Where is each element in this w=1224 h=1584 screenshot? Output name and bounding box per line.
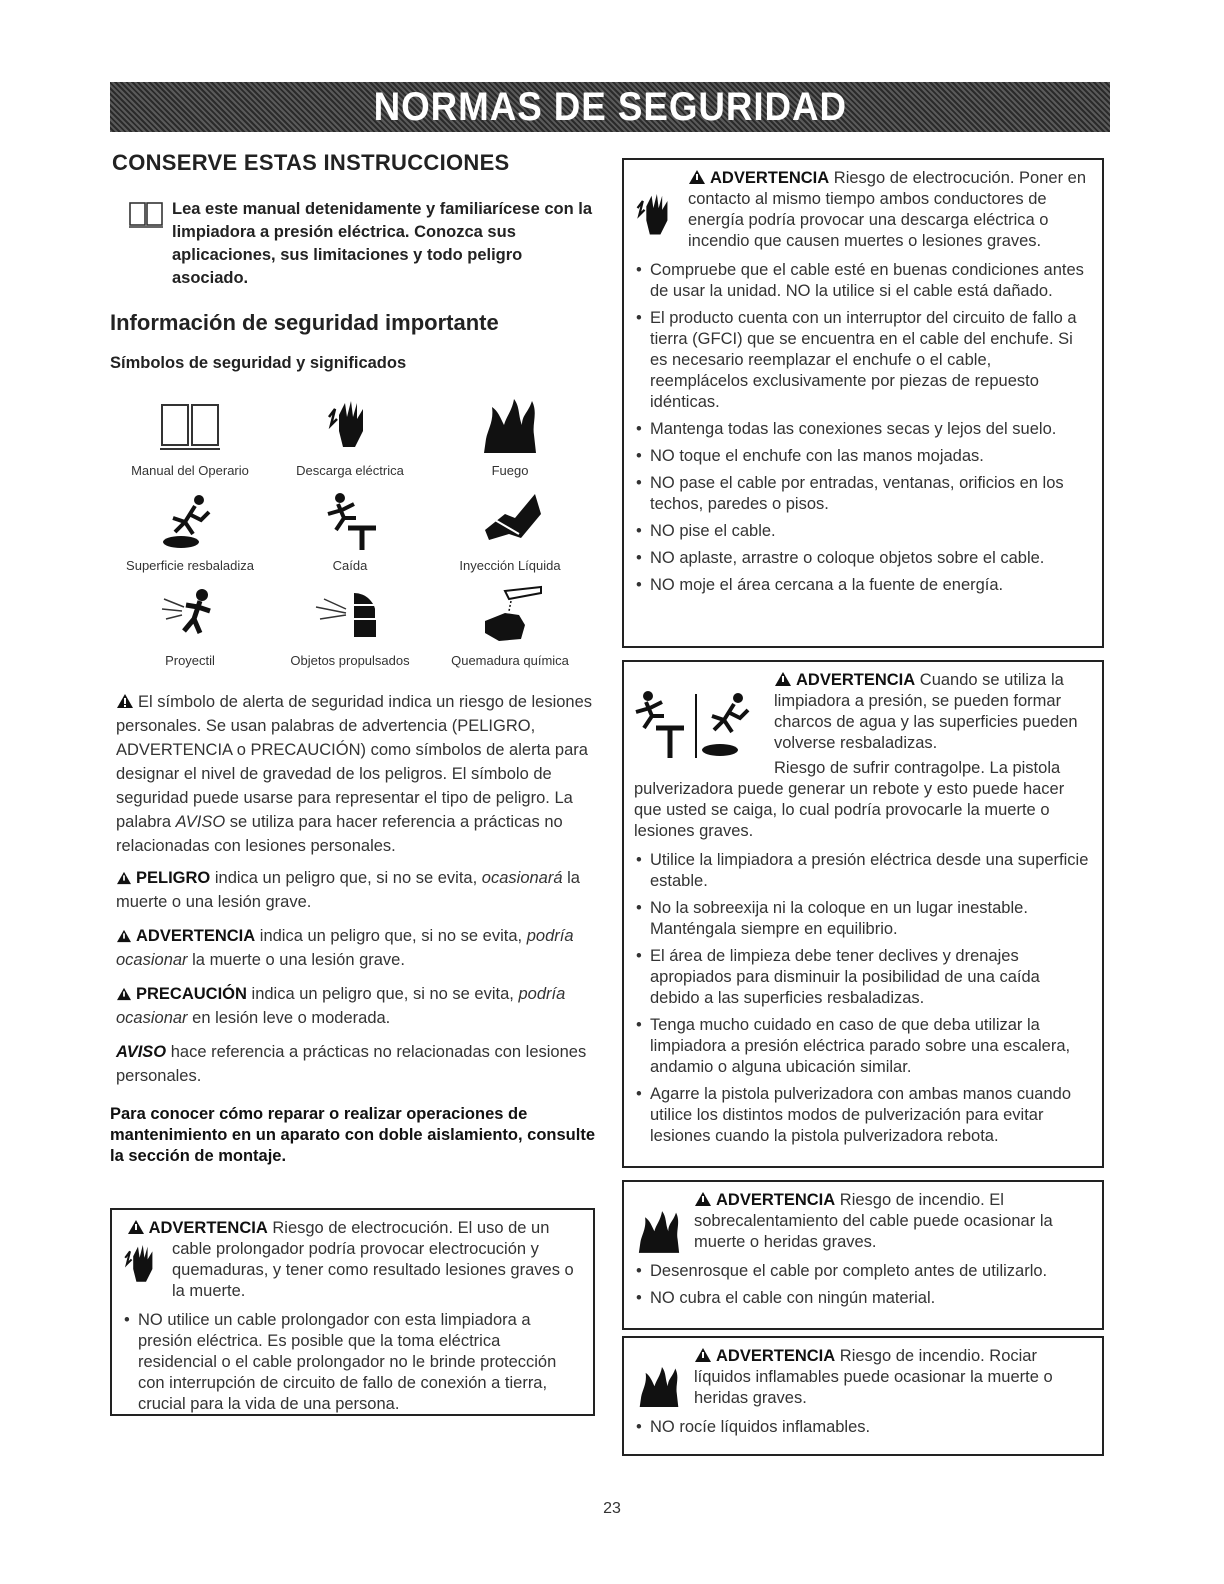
warning-box-flammable bbox=[622, 1336, 1104, 1456]
warning-text-2: Riesgo de sufrir contragolpe. La pistola pulverizadora puede generar un rebote y esto puede hacer que usted se caiga, lo cual podría provocarle la muerte o lesiones graves. bbox=[634, 759, 1065, 840]
bullet-item: • Compruebe que el cable esté en buenas condiciones antes de usar la unidad. NO la utilice si el cable está dañado. bbox=[634, 260, 1092, 302]
aviso-definition: AVISO hace referencia a prácticas no relacionadas con lesiones personales. bbox=[116, 1043, 587, 1085]
alert-triangle-icon bbox=[694, 1191, 712, 1207]
chemical-burn-icon bbox=[475, 585, 545, 647]
fall-icon bbox=[320, 490, 380, 552]
symbol-label: Quemadura química bbox=[451, 653, 569, 668]
warning-bullets bbox=[634, 1417, 1092, 1438]
symbols-heading: Símbolos de seguridad y significados bbox=[110, 354, 407, 372]
symbol-label: Objetos propulsados bbox=[290, 653, 410, 668]
bullet-item: • No la sobreexija ni la coloque en un lugar inestable. Manténgala siempre en equilibrio. bbox=[634, 898, 1092, 940]
manual-icon bbox=[158, 399, 222, 457]
bullet-item: • Agarre la pistola pulverizadora con ambas manos cuando utilice los distintos modos de pulverización para evitar lesiones cuando la pistola pulverizadora rebota. bbox=[634, 1084, 1092, 1147]
alert-paragraph: El símbolo de alerta de seguridad indica un riesgo de lesiones personales. Se usan palabras de advertencia (PELIGRO, ADVERTENCIA o PRECAUCIÓN) como símbolos de alerta para designar el nivel de gravedad de los peligros. El símbolo de seguridad puede usarse para representar el tipo de peligro. La palabra AVISO se utiliza para hacer referencia a prácticas no relacionadas con lesiones personales. bbox=[116, 693, 593, 855]
bullet-item: • NO toque el enchufe con las manos mojadas. bbox=[634, 446, 1092, 467]
bullet-item: • NO cubra el cable con ningún material. bbox=[634, 1288, 1092, 1309]
page-number: 23 bbox=[603, 1500, 621, 1517]
symbol-cell bbox=[110, 583, 270, 668]
slippery-surface-icon bbox=[159, 492, 221, 552]
warning-bullets bbox=[634, 850, 1092, 1147]
warning-box-extension-cord bbox=[110, 1208, 595, 1416]
symbol-grid bbox=[110, 393, 590, 668]
warning-text: ADVERTENCIA Riesgo de electrocución. El uso de un cable prolongador podría provocar electrocución y quemaduras, y tener como resultado lesiones graves o la muerte. bbox=[122, 1218, 583, 1302]
symbol-label: Superficie resbaladiza bbox=[126, 558, 254, 573]
electric-shock-icon bbox=[325, 395, 375, 457]
warning-bullets bbox=[634, 260, 1092, 596]
fire-icon bbox=[634, 1364, 684, 1410]
symbol-cell bbox=[270, 393, 430, 478]
bullet-item: • Tenga mucho cuidado en caso de que deba utilizar la limpiadora a presión eléctrica parado sobre una escalera, andamio o alguna ubicación similar. bbox=[634, 1015, 1092, 1078]
symbol-label: Inyección Líquida bbox=[459, 558, 561, 573]
warning-text: ADVERTENCIA Riesgo de incendio. Rociar líquidos inflamables puede ocasionar la muerte o heridas graves. bbox=[634, 1346, 1092, 1409]
symbol-label: Caída bbox=[332, 558, 368, 573]
left-column bbox=[110, 150, 595, 1167]
alert-triangle-icon bbox=[694, 1347, 712, 1363]
maintenance-note: Para conocer cómo reparar o realizar operaciones de mantenimiento en un aparato con doble aislamiento, consulte la sección de montaje. bbox=[110, 1105, 595, 1165]
symbol-label: Descarga eléctrica bbox=[296, 463, 404, 478]
symbol-cell bbox=[270, 583, 430, 668]
symbol-cell bbox=[430, 393, 590, 478]
intro-text: Lea este manual detenidamente y familiarícese con la limpiadora a presión eléctrica. Conozca sus aplicaciones, sus limitaciones y todo peligro asociado. bbox=[172, 200, 593, 287]
warning-bullets bbox=[634, 1261, 1092, 1309]
symbol-cell bbox=[110, 488, 270, 573]
manual-icon bbox=[128, 200, 164, 230]
projectile-icon bbox=[160, 585, 220, 647]
symbol-label: Proyectil bbox=[165, 653, 215, 668]
warning-bullets bbox=[122, 1310, 583, 1415]
warning-box-fire-overheat bbox=[622, 1180, 1104, 1330]
alert-triangle-icon bbox=[116, 929, 132, 943]
section-heading: CONSERVE ESTAS INSTRUCCIONES bbox=[112, 150, 510, 175]
warning-text: ADVERTENCIA Riesgo de incendio. El sobrecalentamiento del cable puede ocasionar la muerte o heridas graves. bbox=[634, 1190, 1092, 1253]
warning-text: ADVERTENCIA Cuando se utiliza la limpiadora a presión, se pueden formar charcos de agua y las superficies pueden volverse resbaladizas. Riesgo de sufrir contragolpe. La pistola pulverizadora puede generar un rebote y esto puede hacer que usted se caiga, lo cual podría provocarle la muerte o lesiones graves. bbox=[634, 670, 1092, 842]
propelled-objects-icon bbox=[310, 585, 390, 647]
signal-word-definitions bbox=[116, 866, 595, 1088]
liquid-injection-icon bbox=[475, 490, 545, 552]
subheading: Información de seguridad importante bbox=[110, 310, 499, 335]
bullet-item: • El área de limpieza debe tener declives y drenajes apropiados para disminuir la posibilidad de una caída debido a las superficies resbaladizas. bbox=[634, 946, 1092, 1009]
bullet-item: • El producto cuenta con un interruptor del circuito de fallo a tierra (GFCI) que se encuentra en el cable del enchufe. Si es necesario reemplazar el enchufe o el cable, reemplácelos exclusivamente por piezas de repuesto idénticas. bbox=[634, 308, 1092, 413]
advertencia-definition: ADVERTENCIA indica un peligro que, si no se evita, podría ocasionar la muerte o una lesión grave. bbox=[116, 927, 574, 969]
symbol-label: Fuego bbox=[491, 463, 529, 478]
bullet-item: • Desenrosque el cable por completo antes de utilizarlo. bbox=[634, 1261, 1092, 1282]
symbol-label: Manual del Operario bbox=[131, 463, 249, 478]
symbol-cell bbox=[430, 583, 590, 668]
page-banner bbox=[110, 82, 1110, 132]
precaucion-definition: PRECAUCIÓN indica un peligro que, si no se evita, podría ocasionar en lesión leve o moderada. bbox=[116, 985, 566, 1027]
symbol-cell bbox=[110, 393, 270, 478]
bullet-item: • NO moje el área cercana a la fuente de energía. bbox=[634, 575, 1092, 596]
symbol-cell bbox=[270, 488, 430, 573]
bullet-item: • NO aplaste, arrastre o coloque objetos sobre el cable. bbox=[634, 548, 1092, 569]
bullet-item: • NO utilice un cable prolongador con esta limpiadora a presión eléctrica. Es posible que la toma eléctrica residencial o el cable prolongador no le brinde protección con interrupción de circuito de fallo de conexión a tierra, crucial para la vida de una persona. bbox=[122, 1310, 583, 1415]
alert-triangle-icon bbox=[116, 871, 132, 885]
alert-triangle-icon bbox=[116, 693, 134, 709]
bullet-item: • NO pase el cable por entradas, ventanas, orificios en los techos, paredes o pisos. bbox=[634, 473, 1092, 515]
warning-box-slippery bbox=[622, 660, 1104, 1168]
banner-title: NORMAS DE SEGURIDAD bbox=[373, 84, 847, 129]
manual-intro bbox=[128, 198, 595, 290]
symbol-cell bbox=[430, 488, 590, 573]
warning-box-electrocution bbox=[622, 158, 1104, 648]
bullet-item: • Mantenga todas las conexiones secas y lejos del suelo. bbox=[634, 419, 1092, 440]
electric-shock-icon bbox=[122, 1240, 162, 1290]
warning-text: ADVERTENCIA Riesgo de electrocución. Poner en contacto al mismo tiempo ambos conductores de energía podría provocar una descarga eléctrica o incendio que causen muertes o lesiones graves. bbox=[634, 168, 1092, 252]
alert-triangle-icon bbox=[116, 987, 132, 1001]
peligro-definition: PELIGRO indica un peligro que, si no se evita, ocasionará la muerte o una lesión grave. bbox=[116, 869, 580, 911]
fire-icon bbox=[634, 1208, 684, 1256]
alert-triangle-icon bbox=[688, 169, 706, 185]
alert-triangle-icon bbox=[774, 671, 792, 687]
fire-icon bbox=[480, 395, 540, 457]
alert-triangle-icon bbox=[127, 1219, 145, 1235]
bullet-item: • NO pise el cable. bbox=[634, 521, 1092, 542]
bullet-item: • NO rocíe líquidos inflamables. bbox=[634, 1417, 1092, 1438]
bullet-item: • Utilice la limpiadora a presión eléctrica desde una superficie estable. bbox=[634, 850, 1092, 892]
fall-and-slip-icon bbox=[634, 688, 764, 764]
electric-shock-icon bbox=[634, 188, 678, 244]
